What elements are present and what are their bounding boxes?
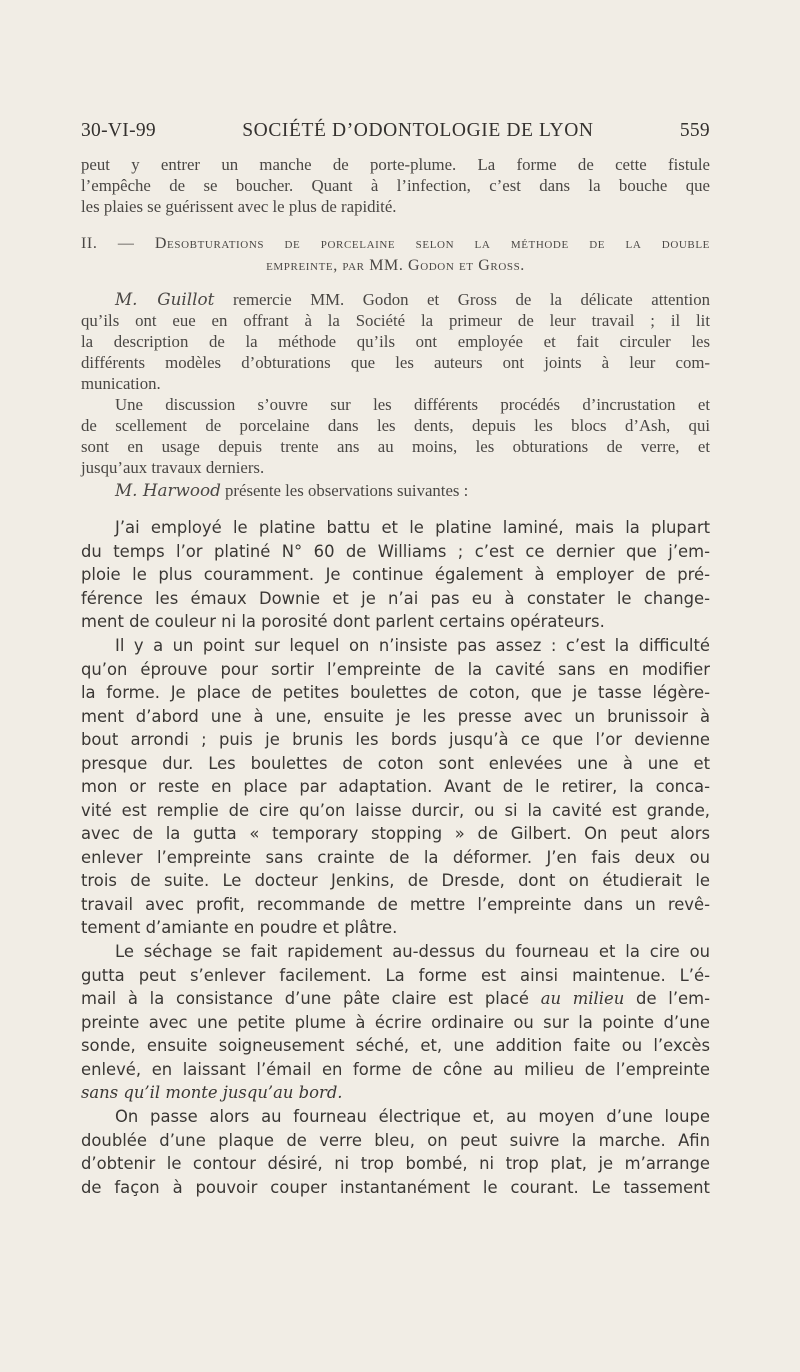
header-date: 30-VI-99: [81, 120, 156, 141]
guillot-paragraph: [81, 289, 710, 395]
text-line: gutta peut s’enlever facilement. La forme est ainsi maintenue. L’é-: [81, 965, 710, 985]
text-line: enlever l’empreinte sans crainte de la déformer. J’en fais deux ou: [81, 847, 710, 867]
text-line: [81, 289, 710, 311]
page-number: 559: [679, 120, 710, 141]
quote-paragraph-3: [81, 940, 710, 1105]
text-line: sont en usage depuis trente ans au moins, les obturations de verre, et: [81, 436, 710, 456]
text-line: Il y a un point sur lequel on n’insiste pas assez : c’est la difficulté: [115, 636, 710, 655]
text-line: On passe alors au fourneau électrique et, au moyen d’une loupe: [115, 1107, 710, 1126]
text-line: les plaies se guérissent avec le plus de rapidité.: [81, 196, 397, 216]
text-line: ploie le plus couramment. Je continue également à employer de pré-: [81, 565, 710, 584]
emphasis-text: au milieu: [540, 989, 625, 1008]
text-line: ment d’abord une à une, ensuite je les presse avec un brunissoir à: [81, 706, 710, 726]
section-heading-line: II. — Desobturations de porcelaine selon la méthode de la double: [81, 235, 710, 252]
text-fragment: présente les observations suivantes :: [220, 481, 469, 500]
text-fragment: de l’em-: [624, 989, 711, 1008]
text-line: de façon à pouvoir couper instantanément le courant. Le tassement: [81, 1177, 710, 1197]
text-line: enlevé, en laissant l’émail en forme de cône au milieu de l’empreinte: [81, 1059, 710, 1079]
text-line: avec de la gutta « temporary stopping » de Gilbert. On peut alors: [81, 824, 710, 843]
text-line: [81, 1081, 710, 1105]
quote-paragraph-1: [81, 516, 710, 634]
text-line: d’obtenir le contour désiré, ni trop bombé, ni trop plat, je m’arrange: [81, 1154, 710, 1173]
emphasis-text: sans qu’il monte jusqu’au bord.: [81, 1083, 343, 1102]
speaker-name: M. Harwood: [115, 480, 221, 500]
text-line: l’empêche de se boucher. Quant à l’infection, c’est dans la bouche que: [81, 175, 710, 195]
discussion-paragraph: [81, 395, 710, 479]
text-line: ment de couleur ni la porosité dont parlent certains opérateurs.: [81, 612, 605, 631]
text-line: presque dur. Les boulettes de coton sont enlevées une à une et: [81, 753, 710, 773]
text-line: sonde, ensuite soigneusement séché, et, une addition faite ou l’excès: [81, 1036, 710, 1055]
header-title: SOCIÉTÉ D’ODONTOLOGIE DE LYON: [242, 120, 594, 141]
text-line: férence les émaux Downie et je n’ai pas eu à constater le change-: [81, 588, 710, 608]
text-line: vité est remplie de cire qu’on laisse durcir, ou si la cavité est grande,: [81, 800, 710, 820]
text-line: la description de la méthode qu’ils ont employée et fait circuler les: [81, 331, 710, 351]
intro-paragraph: [81, 155, 710, 218]
section-heading: [81, 233, 710, 277]
text-line: la forme. Je place de petites boulettes de coton, que je tasse légère-: [81, 683, 710, 702]
text-line: Le séchage se fait rapidement au-dessus du fourneau et la cire ou: [115, 942, 710, 961]
text-line: différents modèles d’obturations que les auteurs ont joints à leur com-: [81, 352, 710, 372]
quote-paragraph-4: [81, 1105, 710, 1199]
text-line: preinte avec une petite plume à écrire ordinaire ou sur la pointe d’une: [81, 1012, 710, 1032]
text-line: [81, 480, 710, 502]
text-line: J’ai employé le platine battu et le platine laminé, mais la plupart: [115, 518, 710, 537]
harwood-paragraph: [81, 480, 710, 502]
section-heading-line: empreinte, par MM. Godon et Gross.: [266, 257, 525, 274]
text-line: munication.: [81, 373, 161, 393]
speaker-name: M. Guillot: [115, 289, 215, 309]
text-line: qu’ils ont eue en offrant à la Société la primeur de leur travail ; il lit: [81, 310, 710, 330]
running-header: [81, 120, 710, 142]
text-line: mon or reste en place par adaptation. Avant de le retirer, la conca-: [81, 777, 710, 796]
text-line: peut y entrer un manche de porte-plume. La forme de cette fistule: [81, 155, 710, 174]
text-fragment: remercie MM. Godon et Gross de la délicate attention: [214, 290, 710, 309]
text-line: du temps l’or platiné N° 60 de Williams ; c’est ce dernier que j’em-: [81, 541, 710, 561]
text-line: qu’on éprouve pour sortir l’empreinte de la cavité sans en modifier: [81, 659, 710, 679]
text-line: Une discussion s’ouvre sur les différents procédés d’incrustation et: [115, 395, 710, 414]
text-line: tement d’amiante en poudre et plâtre.: [81, 918, 398, 937]
text-line: [81, 987, 710, 1011]
text-line: jusqu’aux travaux derniers.: [81, 457, 265, 477]
text-line: travail avec profit, recommande de mettre l’empreinte dans un revê-: [81, 894, 710, 914]
quote-paragraph-2: [81, 634, 710, 940]
text-line: trois de suite. Le docteur Jenkins, de Dresde, dont on étudierait le: [81, 871, 710, 890]
text-line: de scellement de porcelaine dans les dents, depuis les blocs d’Ash, qui: [81, 415, 710, 435]
text-fragment: mail à la consistance d’une pâte claire est placé: [81, 989, 541, 1008]
text-line: doublée d’une plaque de verre bleu, on peut suivre la marche. Afin: [81, 1130, 710, 1150]
text-line: bout arrondi ; puis je brunis les bords jusqu’à ce que l’or devienne: [81, 730, 710, 749]
